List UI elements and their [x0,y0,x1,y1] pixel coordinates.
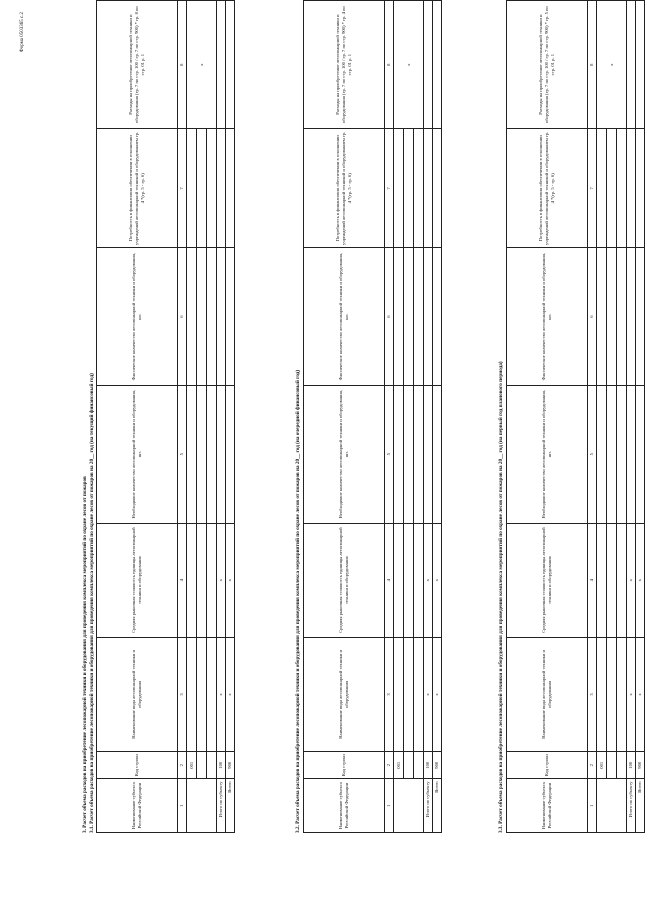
x-mark: x [226,523,235,637]
data-cell[interactable] [187,248,197,386]
data-cell[interactable] [607,637,617,751]
column-number: 5 [178,385,187,523]
column-number: 8 [588,1,597,129]
header-cell: Наименование субъекта Российской Федерации [507,779,588,833]
data-cell[interactable] [394,385,404,523]
header-cell: Потребность в финансовом обеспечении в отношении учреждений лесопожарной техникой и оборудованием гр. 4 *(гр. 5 - гр. 6) [507,129,588,248]
data-cell[interactable] [394,637,404,751]
data-cell[interactable] [617,129,627,248]
data-cell[interactable] [394,129,404,248]
total-label: Всего [226,779,235,833]
data-cell[interactable] [597,129,607,248]
column-number: 6 [588,248,597,386]
total-subject-code: 100 [627,752,636,779]
column-number: 1 [178,779,187,833]
column-number: 7 [178,129,187,248]
data-cell[interactable] [404,385,414,523]
data-cell[interactable] [627,129,636,248]
total-code: 900 [226,752,235,779]
data-cell[interactable] [197,385,207,523]
x-mark: x [217,637,226,751]
column-number: 4 [385,523,394,637]
data-cell[interactable] [617,523,627,637]
column-number: 7 [385,129,394,248]
column-number: 6 [385,248,394,386]
data-cell[interactable] [217,129,226,248]
calculation-table [96,0,235,833]
data-cell[interactable] [414,385,424,523]
data-cell[interactable] [207,752,217,779]
header-cell: Фактическое количество лесопожарной техники и оборудования, шт. [97,248,178,386]
data-cell[interactable] [597,637,607,751]
data-cell[interactable] [394,248,404,386]
data-cell[interactable] [617,752,627,779]
data-cell[interactable] [617,385,627,523]
total-code: 900 [433,752,442,779]
data-cell[interactable] [197,523,207,637]
header-cell: Средняя рыночная стоимость единицы лесопожарной техники и оборудования [304,523,385,637]
header-cell: Необходимое количество лесопожарной техники и оборудования, шт. [507,385,588,523]
data-cell[interactable] [636,129,645,248]
data-cell[interactable] [404,752,414,779]
x-mark: x [627,523,636,637]
data-cell[interactable] [394,523,404,637]
total-subject-code: 100 [217,752,226,779]
column-number: 3 [588,637,597,751]
column-number: 3 [385,637,394,751]
header-cell: Код строки [97,752,178,779]
data-cell[interactable] [207,637,217,751]
column-number: 2 [178,752,187,779]
header-cell: Наименование вида лесопожарной техники и оборудования [97,637,178,751]
data-cell[interactable] [597,385,607,523]
header-cell: Фактическое количество лесопожарной техники и оборудования, шт. [304,248,385,386]
row-code: 001 [394,752,404,779]
column-number: 8 [178,1,187,129]
header-cell: Наименование вида лесопожарной техники и оборудования [507,637,588,751]
header-cell: Необходимое количество лесопожарной техники и оборудования, шт. [97,385,178,523]
data-cell[interactable] [226,129,235,248]
form-code: Форма 0503365 с.2 [20,12,25,53]
column-number: 4 [588,523,597,637]
header-cell: Потребность в финансовом обеспечении в отношении учреждений лесопожарной техникой и оборудованием гр. 4 *(гр. 5 - гр. 6) [97,129,178,248]
column-number: 1 [385,779,394,833]
data-cell[interactable] [607,523,617,637]
header-cell-expenses: Расходы на приобретение лесопожарной техники и оборудования (гр. 7 по стр. 100 / гр. 7 по стр. 900) * гр. 5 по стр. 01 р. 1 [507,1,588,129]
data-cell[interactable] [607,248,617,386]
data-cell[interactable] [636,1,645,129]
data-cell[interactable] [433,129,442,248]
data-cell[interactable] [636,385,645,523]
data-cell[interactable] [414,637,424,751]
x-mark: x [394,1,424,129]
header-cell-expenses: Расходы на приобретение лесопожарной техники и оборудования (гр. 7 по стр. 100 / гр. 7 по стр. 900) * гр. 8 по стр. 01 р. 1 [97,1,178,129]
data-cell[interactable] [424,1,433,129]
row-code: 001 [187,752,197,779]
data-cell[interactable] [433,385,442,523]
calculation-table [303,0,442,833]
header-cell: Необходимое количество лесопожарной техники и оборудования, шт. [304,385,385,523]
column-number: 7 [588,129,597,248]
x-mark: x [187,1,217,129]
data-cell[interactable] [217,1,226,129]
data-cell[interactable] [607,385,617,523]
data-cell[interactable] [617,248,627,386]
x-mark: x [433,523,442,637]
data-cell[interactable] [414,523,424,637]
header-cell: Средняя рыночная стоимость единицы лесопожарной техники и оборудования [507,523,588,637]
x-mark: x [597,1,627,129]
header-cell: Наименование вида лесопожарной техники и оборудования [304,637,385,751]
document-title: 3. Расчет объема расходов на приобретение лесопожарной техники и оборудования для проведения комплекса мероприятий по охране лесов от пожаров [82,476,88,833]
data-cell[interactable] [627,385,636,523]
data-cell[interactable] [226,248,235,386]
total-subject-code: 100 [424,752,433,779]
section-subtitle: 3.3. Расчет объема расходов на приобретение лесопожарной техники и оборудования для проведения комплекса мероприятий по охране лесов от пожаров на 20__ год (на первый год планового периода) [498,361,504,833]
data-cell[interactable] [207,248,217,386]
data-cell[interactable] [636,248,645,386]
data-cell[interactable] [207,385,217,523]
header-cell: Средняя рыночная стоимость единицы лесопожарной техники и оборудования [97,523,178,637]
data-cell[interactable] [197,248,207,386]
total-label: Всего [636,779,645,833]
column-number: 4 [178,523,187,637]
data-cell[interactable] [424,248,433,386]
column-number: 2 [385,752,394,779]
data-cell[interactable] [226,1,235,129]
data-cell[interactable] [404,523,414,637]
data-cell[interactable] [597,779,627,833]
x-mark: x [636,637,645,751]
x-mark: x [424,523,433,637]
data-cell[interactable] [433,248,442,386]
data-cell[interactable] [187,385,197,523]
data-cell[interactable] [607,752,617,779]
data-cell[interactable] [424,385,433,523]
data-cell[interactable] [627,248,636,386]
x-mark: x [627,637,636,751]
header-cell: Фактическое количество лесопожарной техники и оборудования, шт. [507,248,588,386]
x-mark: x [217,523,226,637]
data-cell[interactable] [187,129,197,248]
data-cell[interactable] [597,248,607,386]
data-cell[interactable] [404,129,414,248]
section-subtitle: 3.1. Расчет объема расходов на приобретение лесопожарной техники и оборудования для проведения комплекса мероприятий по охране лесов от пожаров на 20__ год (на текущий финансовый год) [89,373,95,833]
data-cell[interactable] [404,637,414,751]
header-cell: Наименование субъекта Российской Федерации [97,779,178,833]
x-mark: x [226,637,235,751]
header-cell: Код строки [507,752,588,779]
data-cell[interactable] [414,129,424,248]
column-number: 1 [588,779,597,833]
data-cell[interactable] [617,637,627,751]
column-number: 5 [588,385,597,523]
data-cell[interactable] [187,637,197,751]
total-code: 900 [636,752,645,779]
header-cell: Наименование субъекта Российской Федерации [304,779,385,833]
data-cell[interactable] [424,129,433,248]
total-subject-label: Итого по субъекту [217,779,226,833]
data-cell[interactable] [207,523,217,637]
column-number: 6 [178,248,187,386]
data-cell[interactable] [433,1,442,129]
data-cell[interactable] [197,129,207,248]
data-cell[interactable] [217,248,226,386]
data-cell[interactable] [187,523,197,637]
row-code: 001 [597,752,607,779]
total-label: Всего [433,779,442,833]
data-cell[interactable] [597,523,607,637]
data-cell[interactable] [607,129,617,248]
column-number: 5 [385,385,394,523]
data-cell[interactable] [217,385,226,523]
data-cell[interactable] [207,129,217,248]
calculation-table [506,0,645,833]
data-cell[interactable] [414,248,424,386]
data-cell[interactable] [404,248,414,386]
column-number: 8 [385,1,394,129]
data-cell[interactable] [197,637,207,751]
header-cell-expenses: Расходы на приобретение лесопожарной техники и оборудования (гр. 7 по стр. 100 / гр. 7 по стр. 900) * гр. 4 по стр. 01 р. 1 [304,1,385,129]
data-cell[interactable] [627,1,636,129]
x-mark: x [433,637,442,751]
data-cell[interactable] [197,752,207,779]
x-mark: x [424,637,433,751]
column-number: 3 [178,637,187,751]
data-cell[interactable] [394,779,424,833]
total-subject-label: Итого по субъекту [424,779,433,833]
section-subtitle: 3.2. Расчет объема расходов на приобретение лесопожарной техники и оборудования для проведения комплекса мероприятий по охране лесов от пожаров на 20__ год (на очередной финансовый год) [295,369,301,833]
total-subject-label: Итого по субъекту [627,779,636,833]
data-cell[interactable] [226,385,235,523]
x-mark: x [636,523,645,637]
data-cell[interactable] [414,752,424,779]
data-cell[interactable] [187,779,217,833]
header-cell: Код строки [304,752,385,779]
column-number: 2 [588,752,597,779]
header-cell: Потребность в финансовом обеспечении в отношении учреждений лесопожарной техникой и оборудованием гр. 4 *(гр. 5 - гр. 6) [304,129,385,248]
